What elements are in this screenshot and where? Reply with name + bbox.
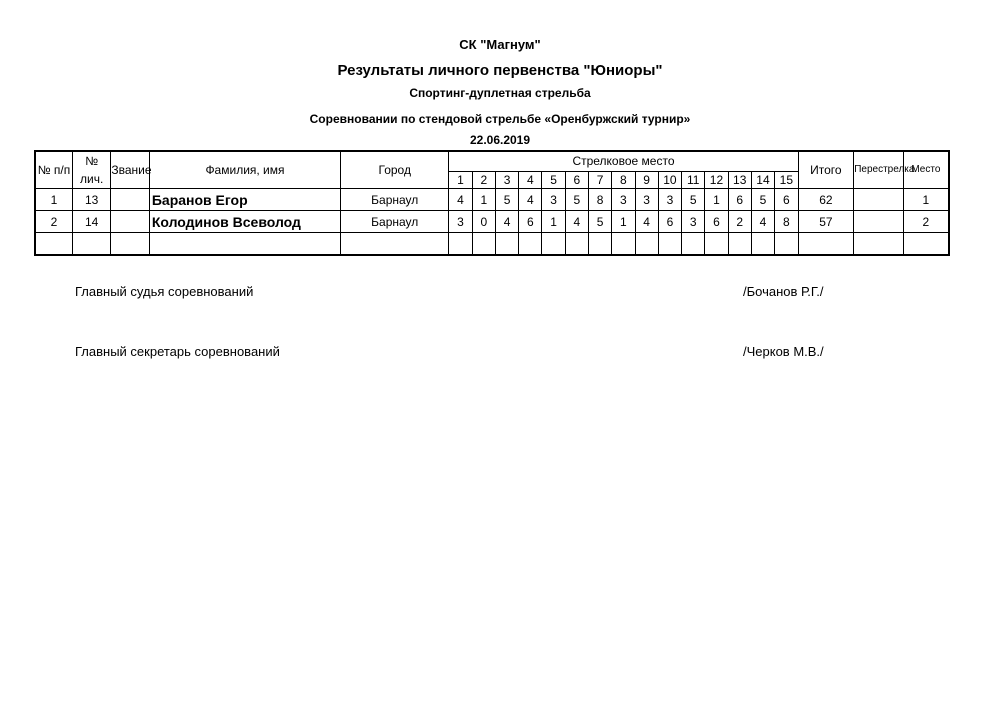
header-row	[35, 151, 949, 171]
chief-judge-label: Главный судья соревнований	[75, 284, 254, 299]
cell-place: 2	[903, 211, 949, 233]
stand-number: 12	[705, 171, 728, 188]
competition-date: 22.06.2019	[469, 133, 531, 147]
cell-total: 62	[798, 189, 854, 211]
stand-number: 1	[449, 171, 472, 188]
stand-number: 15	[775, 171, 798, 188]
cell-np: 1	[35, 189, 72, 211]
table-row	[35, 189, 949, 211]
cell-score: 1	[612, 211, 635, 233]
cell-place: 1	[903, 189, 949, 211]
cell-score: 1	[705, 189, 728, 211]
cell-score: 5	[682, 189, 705, 211]
cell-name: Колодинов Всеволод	[149, 211, 340, 233]
cell-rank	[111, 211, 149, 233]
chief-secretary-label: Главный секретарь соревнований	[75, 344, 280, 359]
cell-name: Баранов Егор	[149, 189, 340, 211]
header-lic: № лич.	[72, 151, 110, 189]
cell-score: 4	[519, 189, 542, 211]
cell-city: Барнаул	[341, 189, 449, 211]
cell-rank	[111, 189, 149, 211]
club-name: СК "Магнум"	[459, 37, 541, 52]
cell-score: 6	[705, 211, 728, 233]
cell-score: 8	[775, 211, 798, 233]
cell-total: 57	[798, 211, 854, 233]
stand-number: 3	[495, 171, 518, 188]
discipline-subtitle: Спортинг-дуплетная стрельба	[409, 86, 591, 100]
cell-score: 6	[658, 211, 681, 233]
results-table	[34, 150, 950, 256]
stand-number: 4	[519, 171, 542, 188]
cell-score: 8	[588, 189, 611, 211]
stand-number: 14	[751, 171, 774, 188]
header-np: № п/п	[35, 151, 72, 189]
cell-score: 6	[775, 189, 798, 211]
cell-score: 3	[635, 189, 658, 211]
competition-name: Соревновании по стендовой стрельбе «Оренбуржский турнир»	[309, 112, 691, 126]
cell-score: 3	[658, 189, 681, 211]
header-city: Город	[341, 151, 449, 189]
stand-number: 8	[612, 171, 635, 188]
stand-number: 13	[728, 171, 751, 188]
stand-number: 2	[472, 171, 495, 188]
cell-score: 4	[449, 189, 472, 211]
cell-score: 5	[565, 189, 588, 211]
cell-shootoff	[854, 189, 904, 211]
cell-score: 4	[635, 211, 658, 233]
cell-score: 3	[612, 189, 635, 211]
cell-score: 1	[472, 189, 495, 211]
cell-city: Барнаул	[341, 211, 449, 233]
cell-score: 4	[565, 211, 588, 233]
cell-score: 6	[519, 211, 542, 233]
empty-row	[35, 233, 949, 256]
chief-judge-name: /Бочанов Р.Г./	[743, 284, 824, 299]
header-shootoff: Перестрелка	[854, 151, 904, 189]
document-title: Результаты личного первенства "Юниоры"	[337, 62, 663, 79]
cell-score: 4	[495, 211, 518, 233]
cell-shootoff	[854, 211, 904, 233]
cell-score: 3	[449, 211, 472, 233]
chief-secretary-name: /Черков М.В./	[743, 344, 824, 359]
cell-lic: 13	[72, 189, 110, 211]
cell-score: 6	[728, 189, 751, 211]
stand-number: 7	[588, 171, 611, 188]
cell-score: 5	[588, 211, 611, 233]
stand-number: 5	[542, 171, 565, 188]
header-name: Фамилия, имя	[149, 151, 340, 189]
cell-lic: 14	[72, 211, 110, 233]
stand-number: 6	[565, 171, 588, 188]
cell-score: 2	[728, 211, 751, 233]
cell-score: 0	[472, 211, 495, 233]
cell-score: 4	[751, 211, 774, 233]
header-rank: Звание	[111, 151, 149, 189]
cell-score: 3	[682, 211, 705, 233]
stand-number: 11	[682, 171, 705, 188]
table-row	[35, 211, 949, 233]
stand-number: 9	[635, 171, 658, 188]
cell-np: 2	[35, 211, 72, 233]
header-place: Место	[903, 151, 949, 189]
header-stands: Стрелковое место	[449, 151, 798, 171]
header-total: Итого	[798, 151, 854, 189]
cell-score: 3	[542, 189, 565, 211]
cell-score: 5	[495, 189, 518, 211]
cell-score: 1	[542, 211, 565, 233]
cell-score: 5	[751, 189, 774, 211]
stand-number: 10	[658, 171, 681, 188]
